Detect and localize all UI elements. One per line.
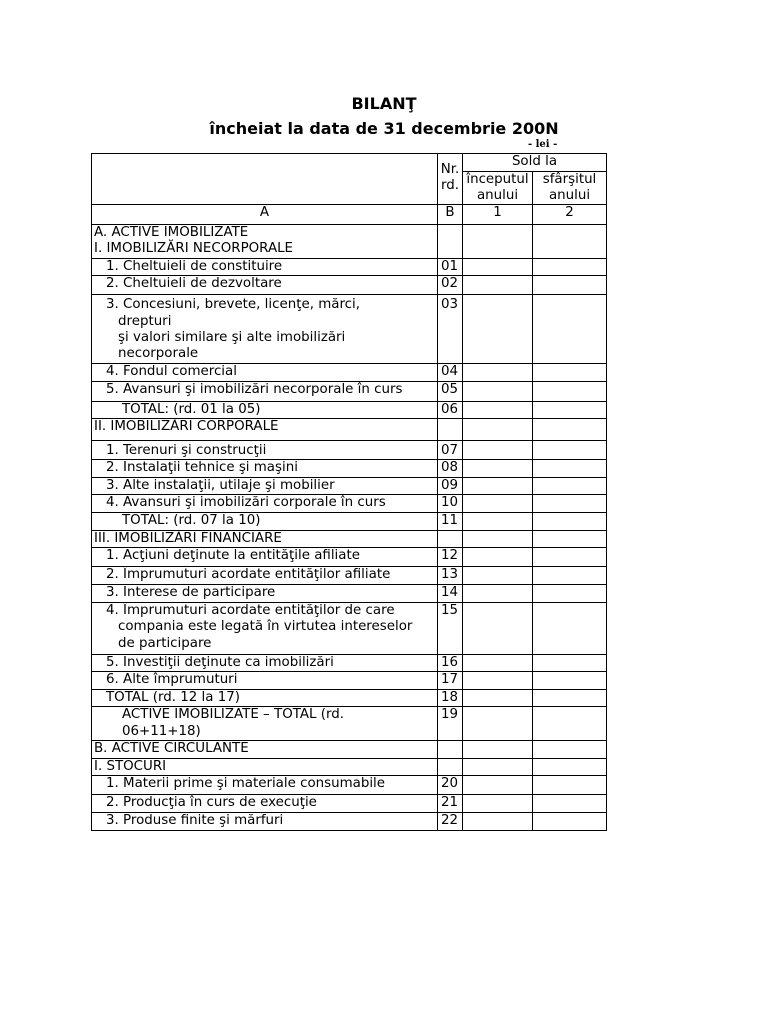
row-number: 18	[438, 689, 463, 706]
row-number: 21	[438, 795, 463, 812]
row-label: TOTAL (rd. 12 la 17)	[92, 689, 438, 706]
value-end	[533, 758, 607, 775]
row-label: 4. Avansuri şi imobilizări corporale în curs	[92, 495, 438, 513]
row-number	[438, 758, 463, 775]
row-label: 3. Interese de participare	[92, 585, 438, 603]
value-end	[533, 495, 607, 513]
value-end	[533, 603, 607, 655]
row-number: 08	[438, 460, 463, 477]
row-label: 1. Materii prime şi materiale consumabile	[92, 776, 438, 795]
row-number: 16	[438, 655, 463, 672]
currency-unit: - lei -	[528, 139, 558, 150]
value-start	[463, 477, 533, 494]
row-number	[438, 741, 463, 758]
value-start	[463, 672, 533, 689]
value-start	[463, 258, 533, 275]
col-b-letter: B	[438, 205, 463, 225]
value-end	[533, 812, 607, 830]
row-label: 4. Fondul comercial	[92, 364, 438, 381]
section-label: B. ACTIVE CIRCULANTE	[92, 741, 438, 758]
section-label: I. STOCURI	[92, 758, 438, 775]
table-row	[92, 477, 607, 494]
value-end	[533, 441, 607, 460]
row-label: 1. Acţiuni deţinute la entităţile afiliate	[92, 548, 438, 567]
row-label: 3. Alte instalaţii, utilaje şi mobilier	[92, 477, 438, 494]
value-start	[463, 513, 533, 530]
row-number: 14	[438, 585, 463, 603]
row-number: 22	[438, 812, 463, 830]
value-end	[533, 655, 607, 672]
table-row	[92, 258, 607, 275]
row-number: 02	[438, 276, 463, 295]
row-label: 2. Producţia în curs de execuţie	[92, 795, 438, 812]
row-label: 3. Concesiuni, brevete, licenţe, mărci, drepturi şi valori similare şi alte imobilizări necorporale	[92, 295, 438, 364]
document-title: BILANŢ	[351, 94, 417, 113]
table-row	[92, 812, 607, 830]
row-label: 2. Cheltuieli de dezvoltare	[92, 276, 438, 295]
value-start	[463, 530, 533, 547]
value-end	[533, 513, 607, 530]
sold-la-header: Sold la	[463, 154, 607, 172]
header-blank-cell	[92, 154, 438, 205]
row-label: 1. Cheltuieli de constituire	[92, 258, 438, 275]
table-row	[92, 364, 607, 381]
row-number: 03	[438, 295, 463, 364]
row-label: A. ACTIVE IMOBILIZATE I. IMOBILIZĂRI NECORPORALE	[92, 225, 438, 259]
header-letters-row	[92, 205, 607, 225]
row-label: ACTIVE IMOBILIZATE – TOTAL (rd. 06+11+18)	[92, 707, 438, 741]
value-end	[533, 419, 607, 441]
value-end	[533, 741, 607, 758]
table-row	[92, 672, 607, 689]
value-start	[463, 741, 533, 758]
table-row	[92, 776, 607, 795]
value-start	[463, 707, 533, 741]
value-start	[463, 495, 533, 513]
row-number: 12	[438, 548, 463, 567]
row-label: 3. Produse finite şi mărfuri	[92, 812, 438, 830]
table-row	[92, 655, 607, 672]
value-end	[533, 477, 607, 494]
value-end	[533, 795, 607, 812]
value-start	[463, 364, 533, 381]
row-number: 01	[438, 258, 463, 275]
row-label: 5. Avansuri şi imobilizări necorporale în curs	[92, 381, 438, 401]
row-label: TOTAL: (rd. 07 la 10)	[92, 513, 438, 530]
row-number: 05	[438, 381, 463, 401]
value-start	[463, 381, 533, 401]
row-label: 2. Împrumuturi acordate entităţilor afiliate	[92, 567, 438, 585]
value-start	[463, 795, 533, 812]
value-start	[463, 419, 533, 441]
table-row	[92, 276, 607, 295]
value-start	[463, 567, 533, 585]
table-row	[92, 530, 607, 547]
value-start	[463, 812, 533, 830]
table-row	[92, 419, 607, 441]
table-row	[92, 603, 607, 655]
value-start	[463, 758, 533, 775]
value-end	[533, 567, 607, 585]
row-number: 10	[438, 495, 463, 513]
value-end	[533, 225, 607, 259]
col-a-letter: A	[92, 205, 438, 225]
table-row	[92, 585, 607, 603]
table-row	[92, 441, 607, 460]
row-number: 11	[438, 513, 463, 530]
value-start	[463, 776, 533, 795]
value-end	[533, 258, 607, 275]
value-end	[533, 548, 607, 567]
document-subtitle: încheiat la data de 31 decembrie 200N	[209, 119, 559, 138]
row-label: TOTAL: (rd. 01 la 05)	[92, 401, 438, 418]
value-end	[533, 381, 607, 401]
table-row	[92, 707, 607, 741]
table-row	[92, 513, 607, 530]
table-row	[92, 741, 607, 758]
row-label: 5. Investiţii deţinute ca imobilizări	[92, 655, 438, 672]
col-1-number: 1	[463, 205, 533, 225]
table-row	[92, 567, 607, 585]
row-number	[438, 530, 463, 547]
header-row-1	[92, 154, 607, 172]
row-number: 06	[438, 401, 463, 418]
col-end-header: sfârşitul anului	[533, 172, 607, 205]
value-start	[463, 655, 533, 672]
value-end	[533, 707, 607, 741]
row-number	[438, 419, 463, 441]
table-row	[92, 295, 607, 364]
value-end	[533, 460, 607, 477]
col-2-number: 2	[533, 205, 607, 225]
row-number: 09	[438, 477, 463, 494]
row-label: 1. Terenuri şi construcţii	[92, 441, 438, 460]
value-end	[533, 689, 607, 706]
value-start	[463, 441, 533, 460]
table-row	[92, 225, 607, 259]
value-start	[463, 295, 533, 364]
row-number: 17	[438, 672, 463, 689]
table-row	[92, 460, 607, 477]
value-end	[533, 401, 607, 418]
row-number: 15	[438, 603, 463, 655]
row-number: 19	[438, 707, 463, 741]
value-start	[463, 585, 533, 603]
table-row	[92, 401, 607, 418]
table-row	[92, 689, 607, 706]
value-end	[533, 364, 607, 381]
row-number: 13	[438, 567, 463, 585]
section-label: II. IMOBILIZĂRI CORPORALE	[92, 419, 438, 441]
table-row	[92, 795, 607, 812]
value-start	[463, 603, 533, 655]
row-label: 2. Instalaţii tehnice şi maşini	[92, 460, 438, 477]
value-start	[463, 689, 533, 706]
table-row	[92, 548, 607, 567]
value-end	[533, 295, 607, 364]
row-label: 4. Împrumuturi acordate entităţilor de care compania este legată în virtutea intereselor de participare	[92, 603, 438, 655]
row-label: 6. Alte împrumuturi	[92, 672, 438, 689]
col-start-header: începutul anului	[463, 172, 533, 205]
table-row	[92, 381, 607, 401]
row-number	[438, 225, 463, 259]
value-end	[533, 585, 607, 603]
value-start	[463, 548, 533, 567]
balance-sheet-table	[91, 153, 607, 831]
value-end	[533, 530, 607, 547]
row-number: 07	[438, 441, 463, 460]
row-number: 20	[438, 776, 463, 795]
value-end	[533, 672, 607, 689]
value-start	[463, 460, 533, 477]
table-row	[92, 758, 607, 775]
value-end	[533, 276, 607, 295]
section-label: III. IMOBILIZĂRI FINANCIARE	[92, 530, 438, 547]
value-start	[463, 276, 533, 295]
row-number: 04	[438, 364, 463, 381]
value-end	[533, 776, 607, 795]
value-start	[463, 225, 533, 259]
table-row	[92, 495, 607, 513]
value-start	[463, 401, 533, 418]
nr-rd-header: Nr. rd.	[438, 154, 463, 205]
